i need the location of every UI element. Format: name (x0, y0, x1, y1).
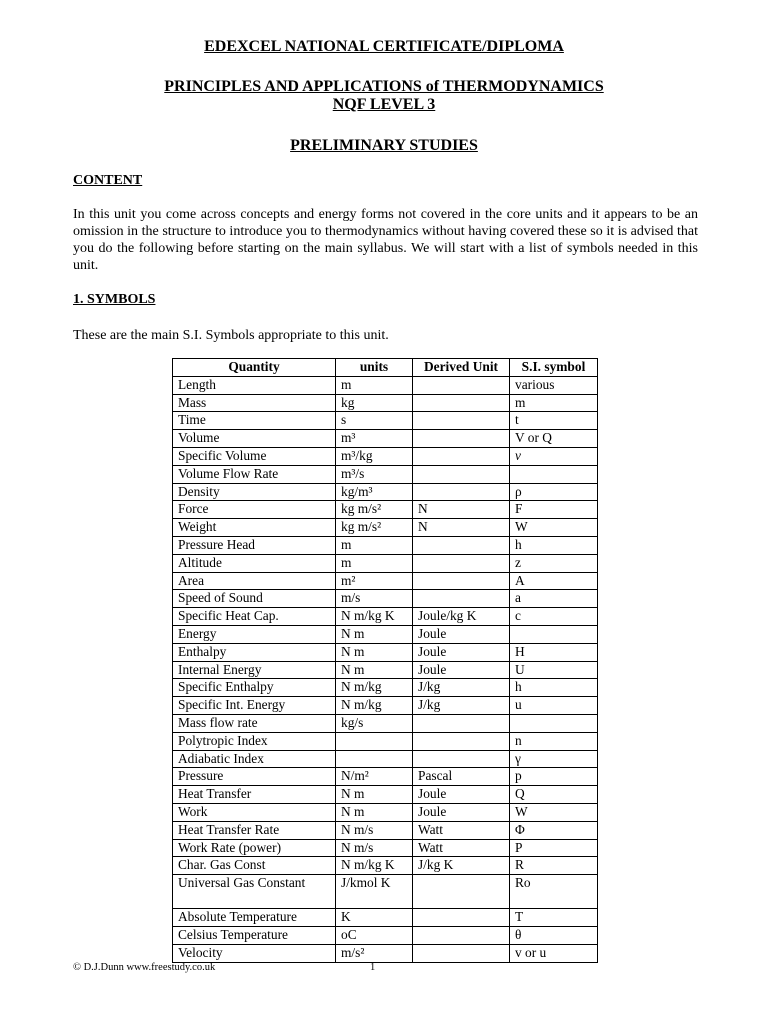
table-row (173, 750, 598, 768)
cell-quantity: Energy (173, 625, 336, 643)
cell-quantity: Density (173, 483, 336, 501)
cell-si-symbol (510, 714, 598, 732)
table-row (173, 412, 598, 430)
cell-units: m (336, 554, 413, 572)
table-row (173, 447, 598, 465)
cell-derived-unit: Watt (413, 839, 510, 857)
cell-units: N m (336, 643, 413, 661)
cell-derived-unit: Joule (413, 661, 510, 679)
cell-si-symbol: z (510, 554, 598, 572)
cell-quantity: Area (173, 572, 336, 590)
table-row (173, 394, 598, 412)
cell-quantity: Pressure Head (173, 536, 336, 554)
cell-units: N m/kg (336, 697, 413, 715)
cell-si-symbol: γ (510, 750, 598, 768)
cell-derived-unit: J/kg (413, 697, 510, 715)
cell-units: m³ (336, 430, 413, 448)
cell-si-symbol: R (510, 857, 598, 875)
cell-si-symbol: h (510, 679, 598, 697)
cell-si-symbol: p (510, 768, 598, 786)
cell-si-symbol: θ (510, 926, 598, 944)
table-row (173, 483, 598, 501)
cell-units: N/m² (336, 768, 413, 786)
cell-quantity: Volume Flow Rate (173, 465, 336, 483)
cell-derived-unit: Watt (413, 821, 510, 839)
cell-units: N m/s (336, 821, 413, 839)
cell-units: oC (336, 926, 413, 944)
symbols-table (172, 358, 598, 963)
cell-quantity: Specific Int. Energy (173, 697, 336, 715)
symbols-heading: 1. SYMBOLS (73, 292, 156, 307)
cell-units: N m (336, 625, 413, 643)
cell-derived-unit (413, 926, 510, 944)
cell-derived-unit (413, 412, 510, 430)
table-row (173, 536, 598, 554)
cell-quantity: Work (173, 803, 336, 821)
footer-copyright: © D.J.Dunn www.freestudy.co.uk (73, 962, 216, 973)
cell-units: s (336, 412, 413, 430)
cell-units: N m (336, 803, 413, 821)
cell-units: N m/kg (336, 679, 413, 697)
table-row (173, 803, 598, 821)
cell-derived-unit (413, 447, 510, 465)
cell-quantity: Time (173, 412, 336, 430)
cell-derived-unit: J/kg K (413, 857, 510, 875)
cell-units: N m/kg K (336, 857, 413, 875)
cell-units: kg/m³ (336, 483, 413, 501)
table-row (173, 465, 598, 483)
table-header-row (173, 359, 598, 377)
column-header-derived-unit: Derived Unit (413, 359, 510, 377)
cell-derived-unit: N (413, 501, 510, 519)
table-row (173, 554, 598, 572)
cell-si-symbol: Ro (510, 875, 598, 909)
cell-quantity: Absolute Temperature (173, 909, 336, 927)
column-header-quantity: Quantity (173, 359, 336, 377)
table-row (173, 697, 598, 715)
cell-quantity: Length (173, 376, 336, 394)
cell-derived-unit: Joule/kg K (413, 608, 510, 626)
cell-quantity: Volume (173, 430, 336, 448)
column-header-si-symbol: S.I. symbol (510, 359, 598, 377)
cell-derived-unit (413, 430, 510, 448)
cell-derived-unit (413, 554, 510, 572)
cell-quantity: Mass flow rate (173, 714, 336, 732)
cell-derived-unit: Joule (413, 625, 510, 643)
cell-derived-unit (413, 944, 510, 962)
table-row (173, 926, 598, 944)
table-row (173, 714, 598, 732)
cell-units: N m (336, 661, 413, 679)
cell-quantity: Speed of Sound (173, 590, 336, 608)
cell-derived-unit (413, 376, 510, 394)
cell-si-symbol: v (510, 447, 598, 465)
symbols-intro: These are the main S.I. Symbols appropriate to this unit. (73, 328, 389, 343)
cell-quantity: Work Rate (power) (173, 839, 336, 857)
cell-quantity: Mass (173, 394, 336, 412)
table-row (173, 376, 598, 394)
cell-units: kg/s (336, 714, 413, 732)
cell-si-symbol: a (510, 590, 598, 608)
table-row (173, 643, 598, 661)
table-row (173, 857, 598, 875)
column-header-units: units (336, 359, 413, 377)
cell-quantity: Altitude (173, 554, 336, 572)
cell-quantity: Heat Transfer (173, 786, 336, 804)
cell-units (336, 732, 413, 750)
table-row (173, 519, 598, 537)
table-row (173, 909, 598, 927)
cell-quantity: Heat Transfer Rate (173, 821, 336, 839)
table-row (173, 501, 598, 519)
cell-quantity: Weight (173, 519, 336, 537)
cell-units: m³/kg (336, 447, 413, 465)
cell-si-symbol: H (510, 643, 598, 661)
cell-quantity: Celsius Temperature (173, 926, 336, 944)
cell-quantity: Adiabatic Index (173, 750, 336, 768)
cell-units: m³/s (336, 465, 413, 483)
cell-si-symbol: T (510, 909, 598, 927)
cell-units: kg (336, 394, 413, 412)
cell-si-symbol: various (510, 376, 598, 394)
cell-derived-unit (413, 572, 510, 590)
cell-derived-unit: Pascal (413, 768, 510, 786)
cell-quantity: Universal Gas Constant (173, 875, 336, 909)
section-title: PRELIMINARY STUDIES (290, 137, 478, 154)
cell-quantity: Enthalpy (173, 643, 336, 661)
cell-units: m/s² (336, 944, 413, 962)
cell-derived-unit (413, 590, 510, 608)
table-row (173, 732, 598, 750)
cell-derived-unit: J/kg (413, 679, 510, 697)
cell-si-symbol: Φ (510, 821, 598, 839)
table-row (173, 821, 598, 839)
cell-derived-unit: Joule (413, 786, 510, 804)
cell-si-symbol: U (510, 661, 598, 679)
cell-quantity: Specific Heat Cap. (173, 608, 336, 626)
cell-derived-unit (413, 909, 510, 927)
cell-derived-unit (413, 465, 510, 483)
cell-derived-unit (413, 536, 510, 554)
cell-quantity: Internal Energy (173, 661, 336, 679)
cell-quantity: Char. Gas Const (173, 857, 336, 875)
table-row (173, 944, 598, 962)
cell-si-symbol (510, 625, 598, 643)
cell-quantity: Force (173, 501, 336, 519)
cell-si-symbol: W (510, 519, 598, 537)
cell-derived-unit (413, 732, 510, 750)
table-row (173, 875, 598, 909)
cell-units: m (336, 536, 413, 554)
cell-si-symbol: n (510, 732, 598, 750)
unit-title: PRINCIPLES AND APPLICATIONS of THERMODYNAMICS (164, 78, 604, 95)
cell-units: m² (336, 572, 413, 590)
cell-derived-unit (413, 750, 510, 768)
cell-derived-unit: Joule (413, 803, 510, 821)
cell-units: N m (336, 786, 413, 804)
cell-quantity: Polytropic Index (173, 732, 336, 750)
table-row (173, 572, 598, 590)
level-title: NQF LEVEL 3 (332, 96, 436, 113)
cell-si-symbol: W (510, 803, 598, 821)
cell-si-symbol (510, 465, 598, 483)
cell-derived-unit (413, 875, 510, 909)
cell-derived-unit (413, 394, 510, 412)
cell-si-symbol: A (510, 572, 598, 590)
cell-quantity: Pressure (173, 768, 336, 786)
cell-units: kg m/s² (336, 519, 413, 537)
content-heading: CONTENT (73, 173, 143, 188)
cell-units: m (336, 376, 413, 394)
table-row (173, 839, 598, 857)
page-number: 1 (370, 962, 376, 973)
cell-quantity: Velocity (173, 944, 336, 962)
cell-si-symbol: v or u (510, 944, 598, 962)
cell-units: N m/kg K (336, 608, 413, 626)
cell-si-symbol: c (510, 608, 598, 626)
cell-units: m/s (336, 590, 413, 608)
cell-quantity: Specific Volume (173, 447, 336, 465)
cell-si-symbol: u (510, 697, 598, 715)
table-row (173, 661, 598, 679)
table-row (173, 679, 598, 697)
cell-si-symbol: m (510, 394, 598, 412)
table-row (173, 786, 598, 804)
cell-si-symbol: P (510, 839, 598, 857)
table-row (173, 768, 598, 786)
table-row (173, 608, 598, 626)
cell-units: kg m/s² (336, 501, 413, 519)
cell-si-symbol: t (510, 412, 598, 430)
table-row (173, 430, 598, 448)
cell-units: K (336, 909, 413, 927)
cell-units: J/kmol K (336, 875, 413, 909)
table-row (173, 590, 598, 608)
document-title: EDEXCEL NATIONAL CERTIFICATE/DIPLOMA (204, 38, 564, 55)
cell-si-symbol: h (510, 536, 598, 554)
content-paragraph: In this unit you come across concepts and energy forms not covered in the core units and it appears to be an omission in the structure to introduce you to thermodynamics without having covered these so it is advised that you do the following before starting on the main syllabus. We will start with a list of symbols needed in this unit. (73, 207, 698, 273)
cell-quantity: Specific Enthalpy (173, 679, 336, 697)
cell-derived-unit (413, 483, 510, 501)
cell-si-symbol: Q (510, 786, 598, 804)
cell-derived-unit (413, 714, 510, 732)
table-row (173, 625, 598, 643)
cell-si-symbol: V or Q (510, 430, 598, 448)
cell-derived-unit: Joule (413, 643, 510, 661)
cell-si-symbol: ρ (510, 483, 598, 501)
cell-units: N m/s (336, 839, 413, 857)
cell-units (336, 750, 413, 768)
cell-si-symbol: F (510, 501, 598, 519)
cell-derived-unit: N (413, 519, 510, 537)
